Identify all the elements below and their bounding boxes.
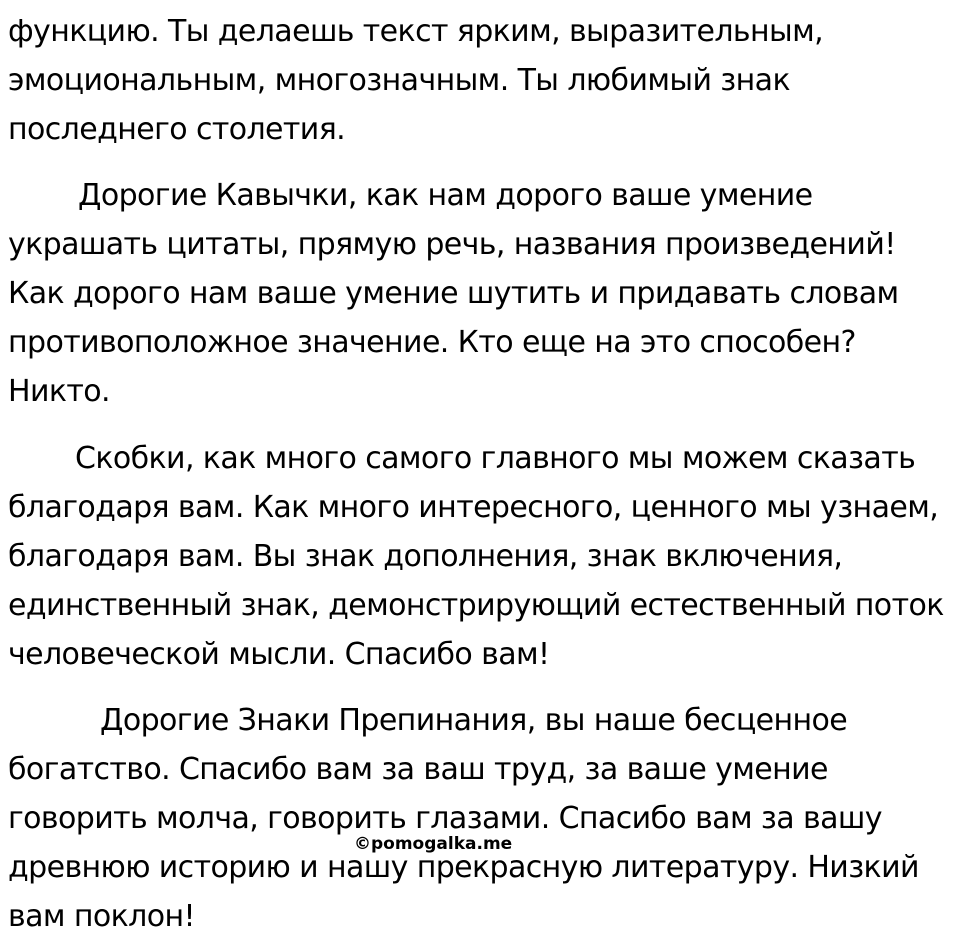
paragraph-2-line-5: Никто. (8, 374, 110, 409)
paragraph-4-line-3: говорить молча, говорить глазами. Спасибо вам за вашу (8, 801, 882, 836)
paragraph-2-line-4: противоположное значение. Кто еще на это способен? (8, 325, 856, 360)
paragraph-4-line-1: Дорогие Знаки Препинания, вы наше бесценное (100, 703, 848, 738)
paragraph-3-line-2: благодаря вам. Как много интересного, ценного мы узнаем, (8, 490, 939, 525)
paragraph-3-line-5: человеческой мысли. Спасибо вам! (8, 637, 550, 672)
paragraph-4-line-5: вам поклон! (8, 899, 195, 934)
paragraph-4-line-2: богатство. Спасибо вам за ваш труд, за ваше умение (8, 752, 828, 787)
paragraph-2-line-1: Дорогие Кавычки, как нам дорого ваше умение (78, 178, 813, 213)
paragraph-4-line-4: древнюю историю и нашу прекрасную литературу. Низкий (8, 850, 919, 885)
paragraph-1-line-2: эмоциональным, многозначным. Ты любимый знак (8, 63, 790, 98)
watermark: ©pomogalka.me (354, 834, 513, 854)
paragraph-2-line-3: Как дорого нам ваше умение шутить и придавать словам (8, 276, 899, 311)
paragraph-2-line-2: украшать цитаты, прямую речь, названия произведений! (8, 227, 896, 262)
paragraph-3-line-4: единственный знак, демонстрирующий естественный поток (8, 588, 944, 623)
paragraph-3-line-3: благодаря вам. Вы знак дополнения, знак включения, (8, 539, 843, 574)
paragraph-3-line-1: Скобки, как много самого главного мы можем сказать (75, 441, 916, 476)
paragraph-1-line-1: функцию. Ты делаешь текст ярким, выразительным, (8, 14, 824, 49)
paragraph-1-line-3: последнего столетия. (8, 112, 346, 147)
